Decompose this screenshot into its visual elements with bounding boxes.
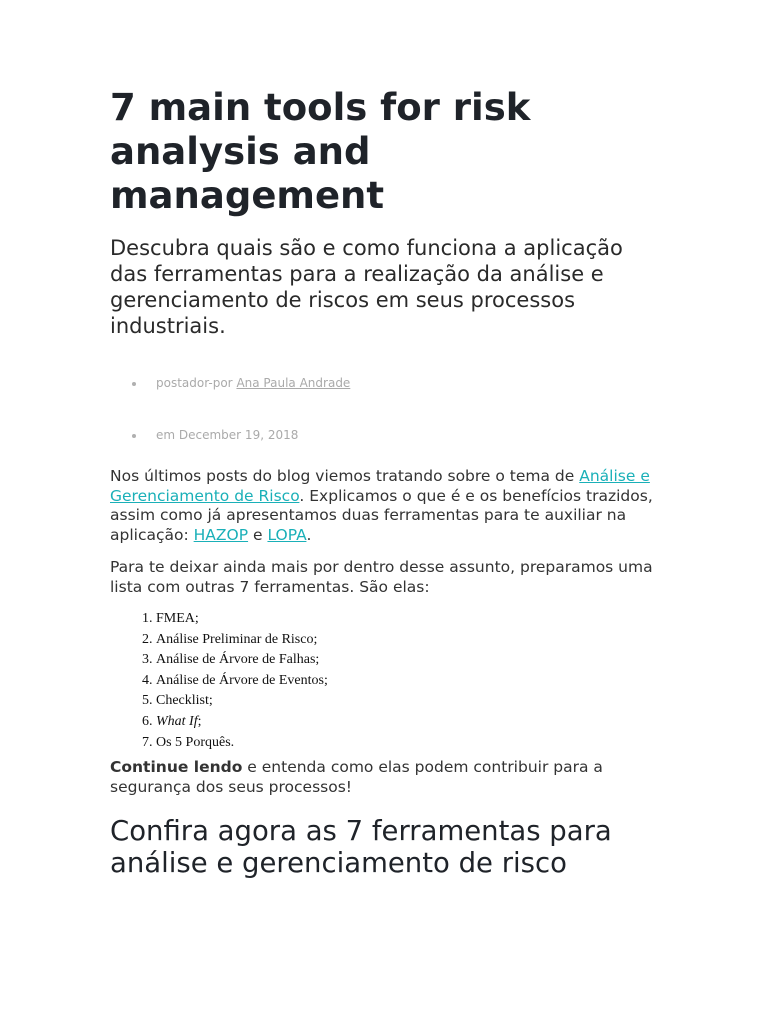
posted-by-label: postador-por [156,376,233,390]
list-item: 7. Os 5 Porquês. [156,733,656,754]
author-link[interactable]: Ana Paula Andrade [236,376,351,390]
intro-text-2: . Explicamos o que é e os benefícios trazidos, assim como já apresentamos duas ferramentas para te auxiliar na aplicação: [110,486,653,544]
risk-analysis-link[interactable]: Análise e Gerenciamento de Risco [110,467,650,505]
tools-list [110,609,656,753]
list-item: 2. Análise Preliminar de Risco; [156,630,656,651]
lopa-link[interactable]: LOPA [267,525,307,544]
section-heading: Confira agora as 7 ferramentas para análise e gerenciamento de risco [110,815,612,879]
list-item: 6. What If; [156,712,656,733]
list-item: 1. FMEA; [156,609,656,630]
article-title: 7 main tools for risk analysis and management [110,86,531,217]
list-intro-paragraph: Para te deixar ainda mais por dentro desse assunto, preparamos uma lista com outras 7 ferramentas. São elas: [110,558,653,596]
article-subtitle: Descubra quais são e como funciona a aplicação das ferramentas para a realização da análise e gerenciamento de riscos em seus processos industriais. [110,236,623,338]
bullet-icon [132,382,136,386]
hazop-link[interactable]: HAZOP [193,525,249,544]
meta-author-item [156,376,350,390]
post-date: em December 19, 2018 [156,428,299,442]
continue-bold: Continue lendo [110,758,243,776]
list-item: 3. Análise de Árvore de Falhas; [156,650,656,671]
list-item: 5. Checklist; [156,691,656,712]
bullet-icon [132,434,136,438]
list-item: 4. Análise de Árvore de Eventos; [156,671,656,692]
meta-date-item [156,428,298,442]
intro-text-1: Nos últimos posts do blog viemos tratando sobre o tema de [110,467,580,485]
intro-text-4: . [306,525,312,544]
intro-paragraph [110,467,670,545]
intro-text-3: e [248,525,268,544]
continue-rest: e entenda como elas podem contribuir para a segurança dos seus processos! [110,758,603,796]
continue-paragraph [110,758,670,797]
